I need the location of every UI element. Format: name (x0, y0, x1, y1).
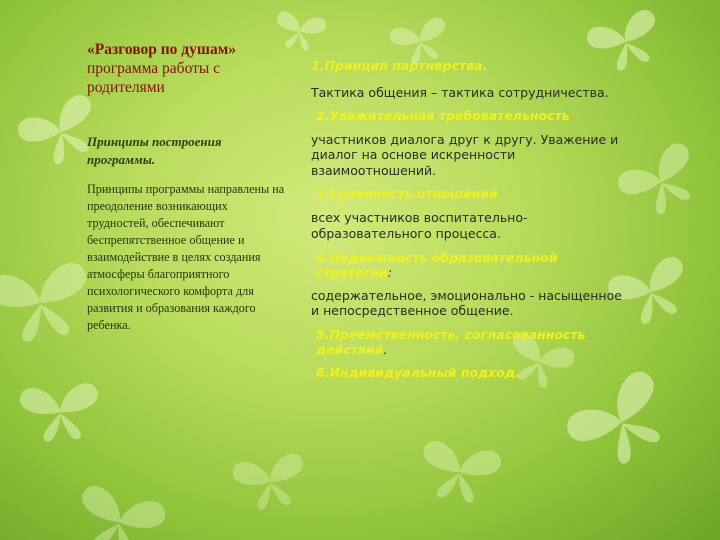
principle-3-heading: 3.Гуманность отношений (316, 186, 498, 202)
intro-paragraph: Принципы программы направлены на преодоление возникающих трудностей, обеспечивают беспрепятственное общение и взаимодействие в целях создания атмосферы благоприятного психологического комфорта для развития и образования каждого ребенка. (87, 182, 285, 332)
butterfly-icon (561, 366, 683, 480)
butterfly-icon (19, 382, 102, 444)
butterfly-icon (70, 483, 168, 540)
title-bold: «Разговор по душам» (87, 41, 237, 58)
principle-1-description: Тактика общения – тактика сотрудничества. (311, 85, 609, 100)
slide-title (87, 40, 292, 97)
principle-4-description: содержательное, эмоционально - насыщенное и непосредственное общение. (311, 287, 622, 319)
left-column (87, 40, 292, 334)
principles-heading: Принципы построения программы. (87, 134, 222, 167)
principle-2-heading: 2.Уважительная требовательность (316, 107, 570, 123)
butterfly-icon (614, 139, 709, 226)
butterfly-icon (416, 439, 503, 507)
principle-6-heading: 6.Индивидуальный подход. (316, 364, 520, 380)
principles-list (311, 58, 623, 380)
principle-3-description: всех участников воспитательно-образовательного процесса. (311, 210, 528, 241)
butterfly-icon (231, 452, 310, 514)
principle-2-description: участников диалога друг к другу. Уважение и диалог на основе искренности взаимоотношений. (311, 131, 619, 178)
principle-5-heading: 5.Преемственность, согласованность действий. (316, 326, 586, 357)
principle-1-heading: 1.Принцип партнерства. (311, 58, 488, 73)
butterfly-icon (0, 261, 96, 347)
principle-4-heading: 4.Подвижность образовательной стратегии: (316, 249, 558, 280)
title-subtitle: программа работы с родителями (87, 60, 221, 96)
